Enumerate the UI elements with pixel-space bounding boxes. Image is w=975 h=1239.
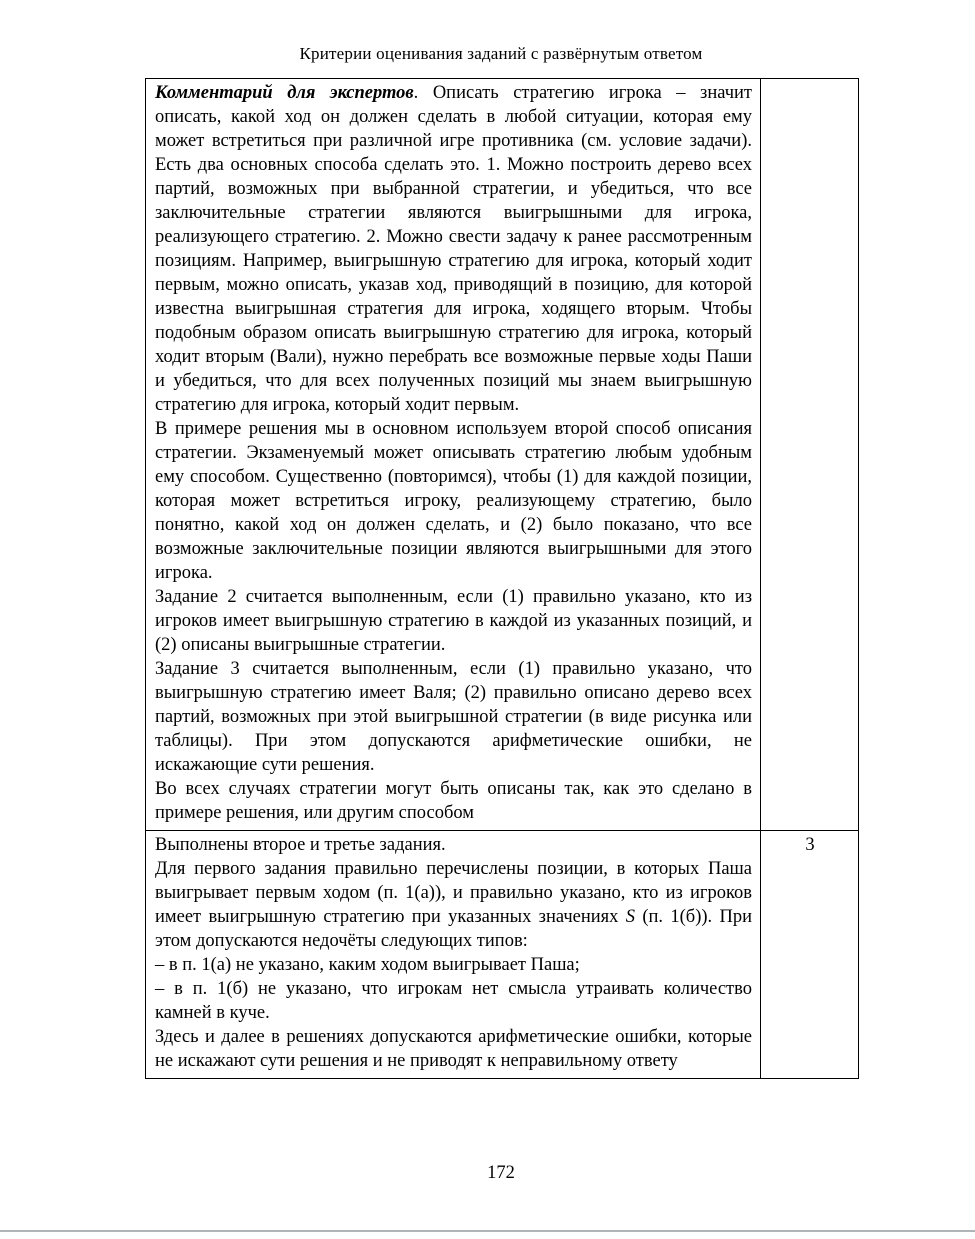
table-row-experts-comment <box>146 79 859 831</box>
paragraph-task2-criteria: Задание 2 считается выполненным, если (1) правильно указано, кто из игроков имеет выигрышную стратегию в каждой из указанных позиций, и (2) описаны выигрышные стратегии. <box>155 587 752 655</box>
paragraph-first-task <box>155 857 752 953</box>
paragraph-strategy-description: В примере решения мы в основном используем второй способ описания стратегии. Экзаменуемый может описывать стратегию любым удобным ему способом. Существенно (повторимся), чтобы (1) для каждой позиции, которая может встретиться игроку, реализующему стратегию, было понятно, какой ход он должен сделать, и (2) было показано, что все возможные заключительные позиции являются выигрышными для этого игрока. <box>155 419 752 583</box>
paragraph-arithmetic-errors: Здесь и далее в решениях допускаются арифметические ошибки, которые не искажают сути решения и не приводят к неправильному ответу <box>155 1027 752 1071</box>
content-column <box>145 44 857 1079</box>
variable-s: S <box>625 907 636 927</box>
table-row-score-3 <box>146 831 859 1079</box>
paragraph-task3-criteria: Задание 3 считается выполненным, если (1) правильно указано, что выигрышную стратегию имеет Валя; (2) правильно описано дерево всех партий, возможных при этой выигрышной стратегии (в виде рисунка или таблицы). При этом допускаются арифметические ошибки, не искажающие сути решения. <box>155 659 752 775</box>
paragraph-experts-comment <box>155 81 752 417</box>
first-task-text-after: (п. 1(б)). При этом допускаются недочёты следующих типов: <box>155 907 753 951</box>
page-edge-line <box>0 1230 975 1232</box>
page-header-title: Критерии оценивания заданий с развёрнутым ответом <box>299 44 703 63</box>
experts-comment-cell <box>146 79 761 831</box>
experts-comment-body: . Описать стратегию игрока – значит описать, какой ход он должен сделать в любой ситуации, которая ему может встретиться при различной игре противника (см. условие задачи). Есть два основных способа сделать это. 1. Можно построить дерево всех партий, возможных при выбранной стратегии, и убедиться, что все заключительные стратегии являются выигрышными для игрока, реализующего стратегию. 2. Можно свести задачу к ранее рассмотренным позициям. Например, выигрышную стратегию для игрока, который ходит первым, можно описать, указав ход, приводящий в позицию, для которой известна выигрышная стратегия для игрока, ходящего вторым. Чтобы подобным образом описать выигрышную стратегию для игрока, который ходит вторым (Вали), нужно перебрать все возможные первые ходы Паши и убедиться, что для всех полученных позиций мы знаем выигрышную стратегию для игрока, который ходит первым. <box>155 83 752 415</box>
score-3-criteria-cell <box>146 831 761 1079</box>
paragraph-defect-1a: – в п. 1(а) не указано, каким ходом выигрывает Паша; <box>155 955 580 975</box>
paragraph-strategies-note: Во всех случаях стратегии могут быть описаны так, как это сделано в примере решения, или другим способом <box>155 779 752 823</box>
experts-comment-lead: Комментарий для экспертов <box>155 83 414 103</box>
score-cell-3: 3 <box>761 831 859 1079</box>
paragraph-tasks-done: Выполнены второе и третье задания. <box>155 835 446 855</box>
criteria-table <box>145 78 859 1079</box>
paragraph-defect-1b: – в п. 1(б) не указано, что игрокам нет смысла утраивать количество камней в куче. <box>155 979 752 1023</box>
page-number: 172 <box>487 1163 515 1183</box>
first-task-text-before: Для первого задания правильно перечислены позиции, в которых Паша выигрывает первым ходом (п. 1(а)), и правильно указано, кто из игроков имеет выигрышную стратегию при указанных значениях <box>155 859 752 927</box>
score-cell-empty <box>761 79 859 831</box>
